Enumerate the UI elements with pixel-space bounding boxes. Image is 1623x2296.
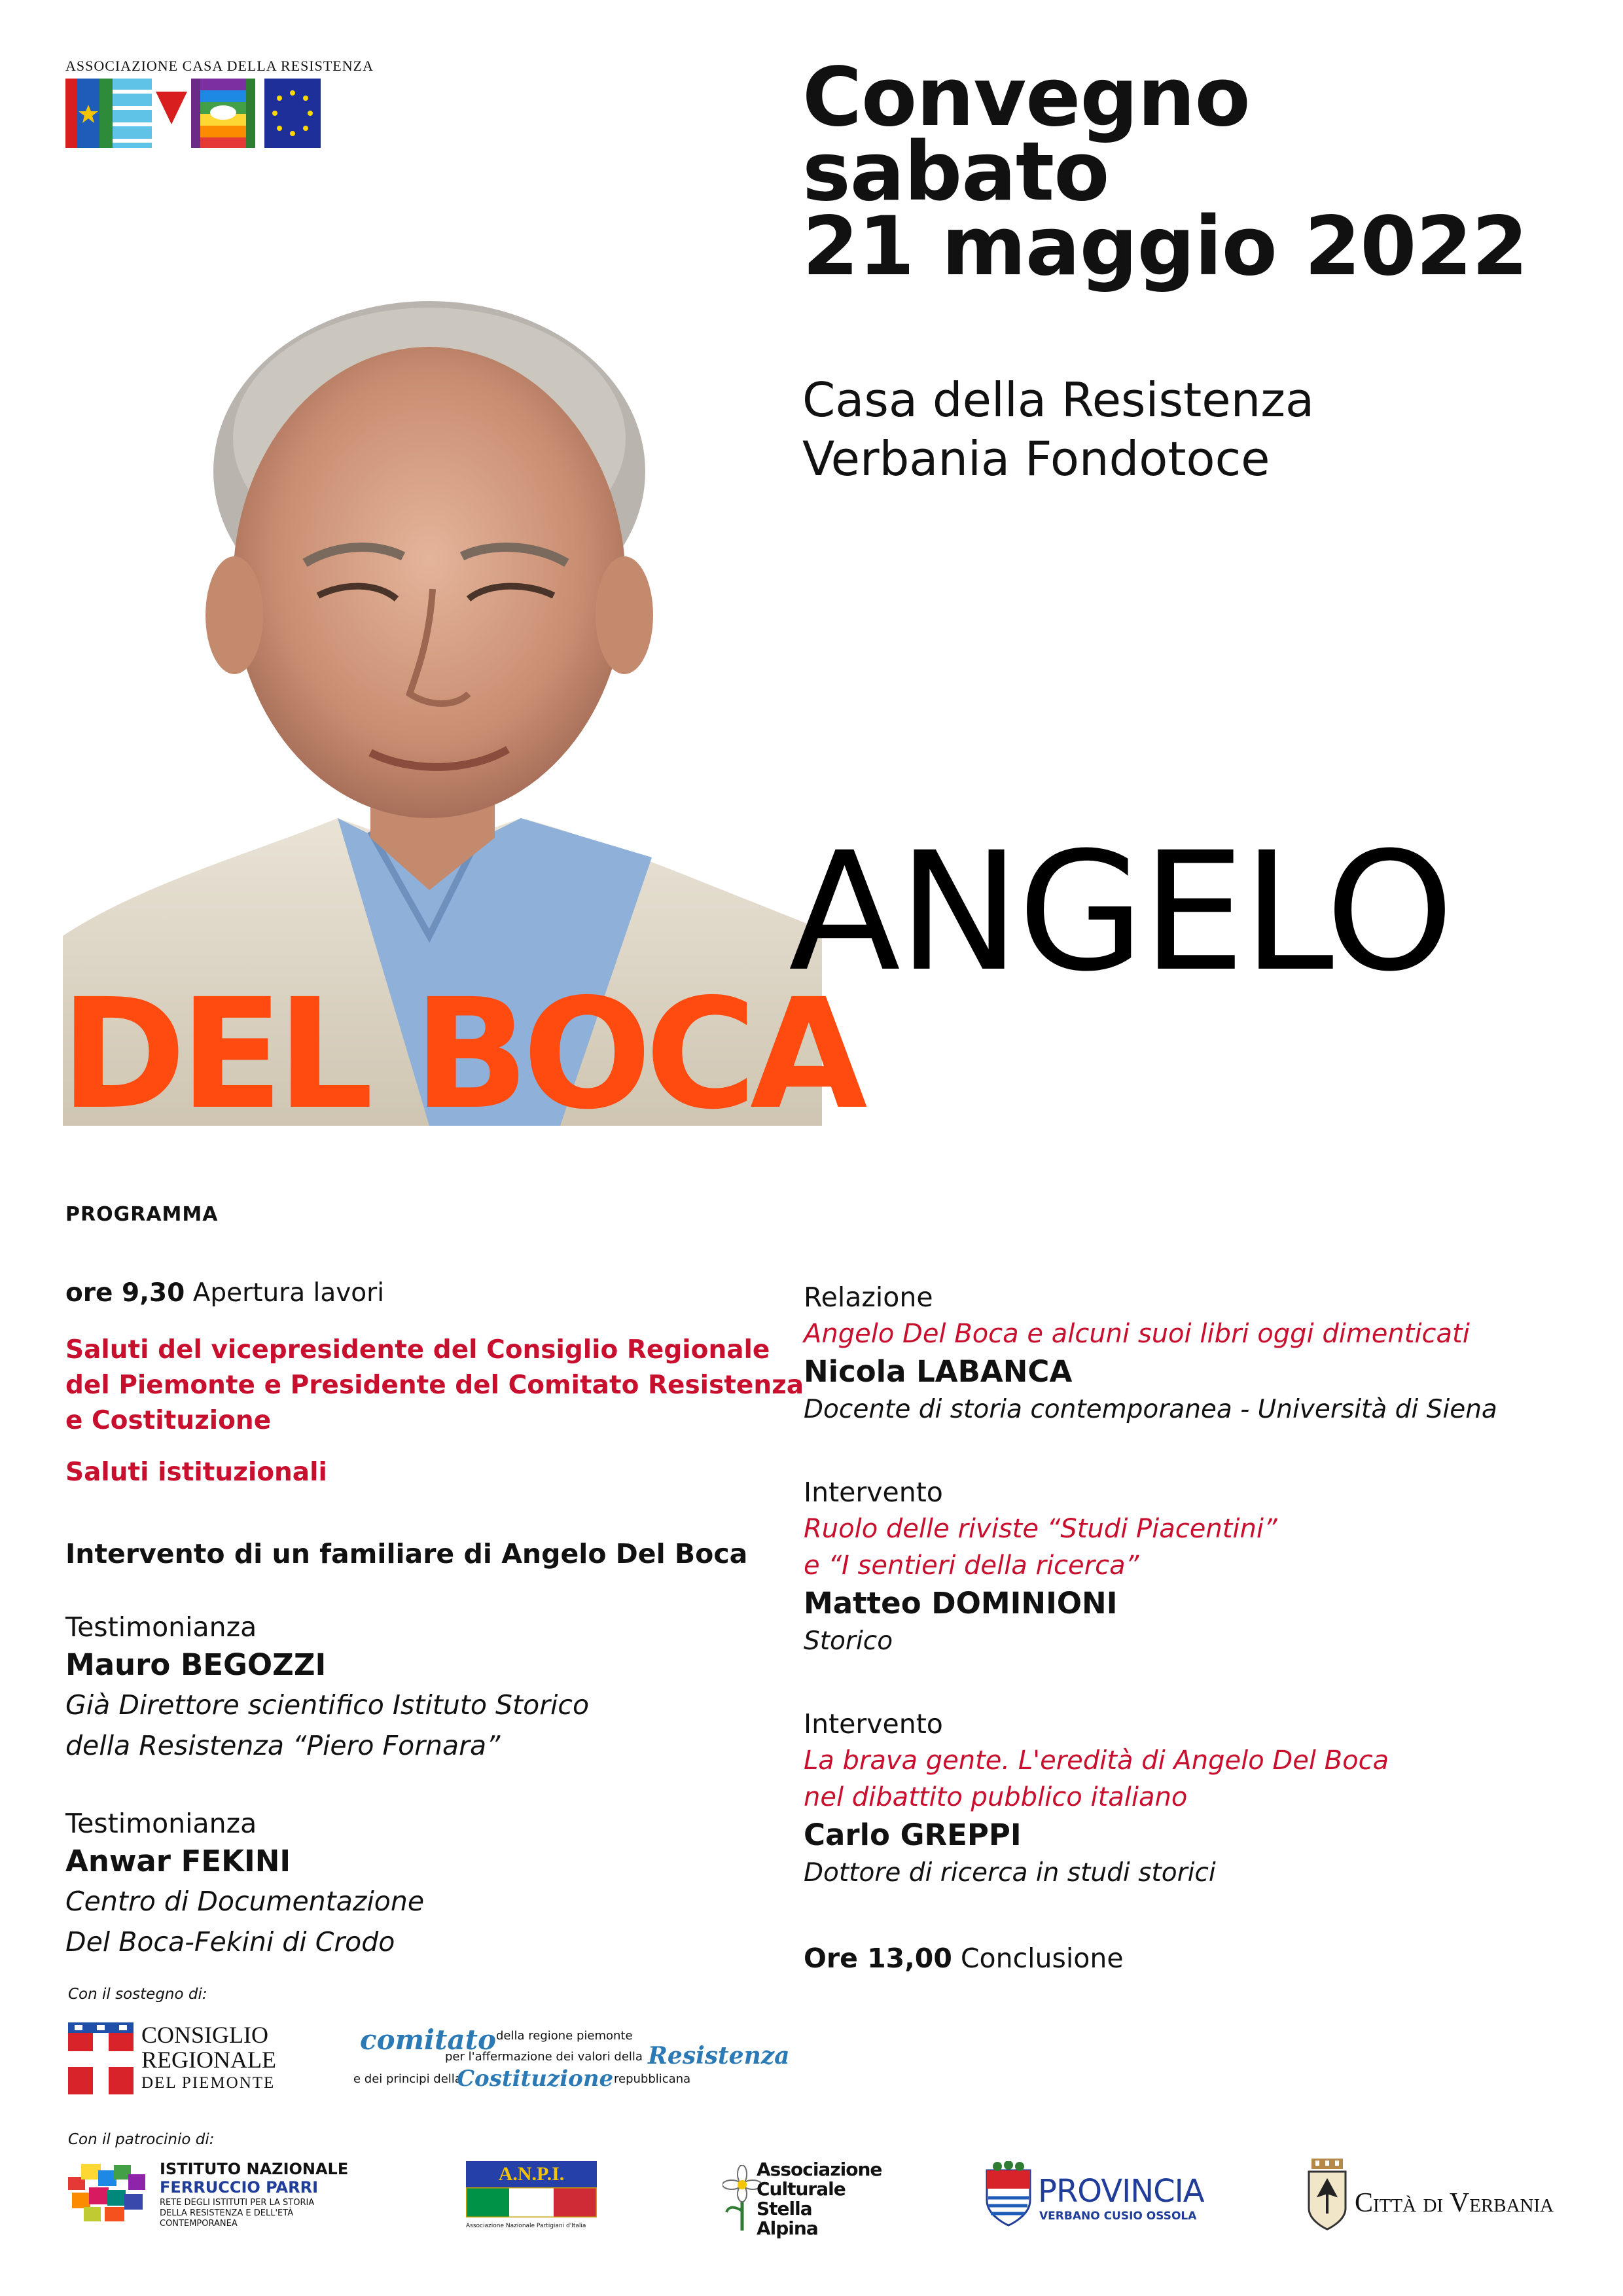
comitato-resistenza-logo (353, 2024, 790, 2096)
anpi-caption: Associazione Nazionale Partigiani d'Italia (466, 2223, 586, 2229)
comitato-text: repubblicana (614, 2072, 691, 2086)
opening-item (65, 1275, 384, 1312)
verbania-crest-icon (1306, 2159, 1348, 2231)
speaker-name: Nicola LABANCA (804, 1354, 1073, 1389)
honoree-last-name: DEL BOCA (60, 966, 861, 1143)
event-title-line: Convegno (802, 50, 1250, 145)
citta-verbania-logo (1306, 2159, 1568, 2237)
talk-title: e “I sentieri della ricerca” (804, 1551, 1139, 1581)
verbania-text: Città di Verbania (1355, 2188, 1554, 2218)
speaker-name: Carlo GREPPI (804, 1818, 1022, 1852)
closing-text: Conclusione (960, 1943, 1124, 1974)
association-flags-logo (65, 79, 321, 148)
comitato-text: della regione piemonte (496, 2029, 633, 2043)
istituto-parri-logo (68, 2160, 356, 2232)
anpi-tricolor-icon (466, 2187, 597, 2217)
talk-title: Ruolo delle riviste “Studi Piacentini” (804, 1514, 1277, 1544)
venue-line: Casa della Resistenza (802, 372, 1315, 427)
speaker-role: Del Boca-Fekini di Crodo (65, 1926, 395, 1958)
talk-title: nel dibattito pubblico italiano (804, 1782, 1188, 1812)
talk-labanca (804, 1279, 1497, 1428)
consiglio-regionale-logo (68, 2022, 304, 2094)
association-name: ASSOCIAZIONE CASA DELLA RESISTENZA (65, 58, 374, 74)
parri-mosaic-icon (68, 2164, 147, 2223)
greetings-institutional: Saluti istituzionali (65, 1458, 327, 1487)
greetings-vicepresident (65, 1333, 804, 1439)
talk-type: Relazione (804, 1282, 933, 1313)
provincia-line: VERBANO CUSIO OSSOLA (1039, 2210, 1197, 2223)
support-label: Con il sostegno di: (68, 1986, 207, 2003)
anpi-logo (466, 2161, 597, 2240)
testimony-type: Testimonianza (65, 1611, 257, 1643)
speaker-name: Anwar FEKINI (65, 1844, 291, 1878)
talk-dominioni (804, 1474, 1277, 1660)
provincia-shield-icon (984, 2161, 1033, 2227)
speaker-name: Mauro BEGOZZI (65, 1647, 327, 1682)
speaker-role: Centro di Documentazione (65, 1886, 425, 1917)
talk-title: La brava gente. L'eredità di Angelo Del Boca (804, 1746, 1389, 1776)
parri-line: FERRUCCIO PARRI (160, 2178, 319, 2197)
stella-line: Culturale (757, 2178, 846, 2200)
talk-type: Intervento (804, 1708, 943, 1740)
edelweiss-icon (722, 2165, 762, 2231)
greetings-line: Saluti del vicepresidente del Consiglio Regionale (65, 1335, 770, 1365)
parri-line: RETE DEGLI ISTITUTI PER LA STORIA (160, 2198, 315, 2208)
consiglio-line: REGIONALE (141, 2047, 276, 2073)
talk-title: Angelo Del Boca e alcuni suoi libri oggi dimenticati (804, 1319, 1470, 1349)
anpi-name: A.N.P.I. (466, 2161, 597, 2187)
stella-alpina-logo (722, 2159, 880, 2237)
testimony-begozzi (65, 1609, 589, 1766)
stella-line: Associazione (757, 2159, 882, 2180)
stella-line: Stella (757, 2198, 812, 2219)
family-intervention: Intervento di un familiare di Angelo Del Boca (65, 1538, 748, 1570)
speaker-role: della Resistenza “Piero Fornara” (65, 1730, 501, 1761)
comitato-word: comitato (360, 2024, 497, 2056)
piemonte-shield-icon (68, 2022, 134, 2094)
parri-line: DELLA RESISTENZA E DELL'ETÀ (160, 2208, 294, 2218)
speaker-role: Dottore di ricerca in studi storici (804, 1858, 1216, 1888)
comitato-text: e dei principi della (353, 2072, 462, 2086)
parri-line: ISTITUTO NAZIONALE (160, 2160, 349, 2178)
provincia-line: PROVINCIA (1038, 2173, 1204, 2210)
opening-text: Apertura lavori (192, 1278, 385, 1308)
opening-time: ore 9,30 (65, 1278, 185, 1308)
comitato-text: per l'affermazione dei valori della (445, 2050, 643, 2064)
closing-time: Ore 13,00 (804, 1943, 952, 1974)
stella-line: Alpina (757, 2217, 818, 2239)
talk-greppi (804, 1706, 1389, 1892)
testimony-type: Testimonianza (65, 1808, 257, 1839)
event-title-line: sabato (802, 125, 1109, 219)
provincia-vco-logo (984, 2161, 1233, 2233)
parri-line: CONTEMPORANEA (160, 2219, 238, 2229)
greetings-line: del Piemonte e Presidente del Comitato Resistenza (65, 1371, 804, 1400)
event-date: 21 maggio 2022 (802, 200, 1528, 294)
consiglio-line: DEL PIEMONTE (141, 2074, 276, 2092)
testimony-fekini (65, 1805, 424, 1962)
speaker-name: Matteo DOMINIONI (804, 1586, 1118, 1621)
event-venue (802, 370, 1314, 488)
programme-label: PROGRAMMA (65, 1203, 219, 1226)
event-title (802, 50, 1528, 294)
venue-line: Verbania Fondotoce (802, 431, 1270, 486)
speaker-role: Docente di storia contemporanea - Università di Siena (804, 1395, 1497, 1424)
talk-type: Intervento (804, 1477, 943, 1508)
patronage-label: Con il patrocinio di: (68, 2131, 215, 2148)
closing-item (804, 1940, 1124, 1977)
comitato-word: Resistenza (648, 2042, 790, 2070)
speaker-role: Storico (804, 1626, 893, 1656)
honoree-first-name: ANGELO (789, 817, 1452, 1007)
greetings-line: e Costituzione (65, 1406, 272, 1435)
comitato-word: Costituzione (457, 2066, 614, 2092)
consiglio-line: CONSIGLIO (141, 2022, 268, 2048)
speaker-role: Già Direttore scientifico Istituto Storico (65, 1689, 590, 1721)
